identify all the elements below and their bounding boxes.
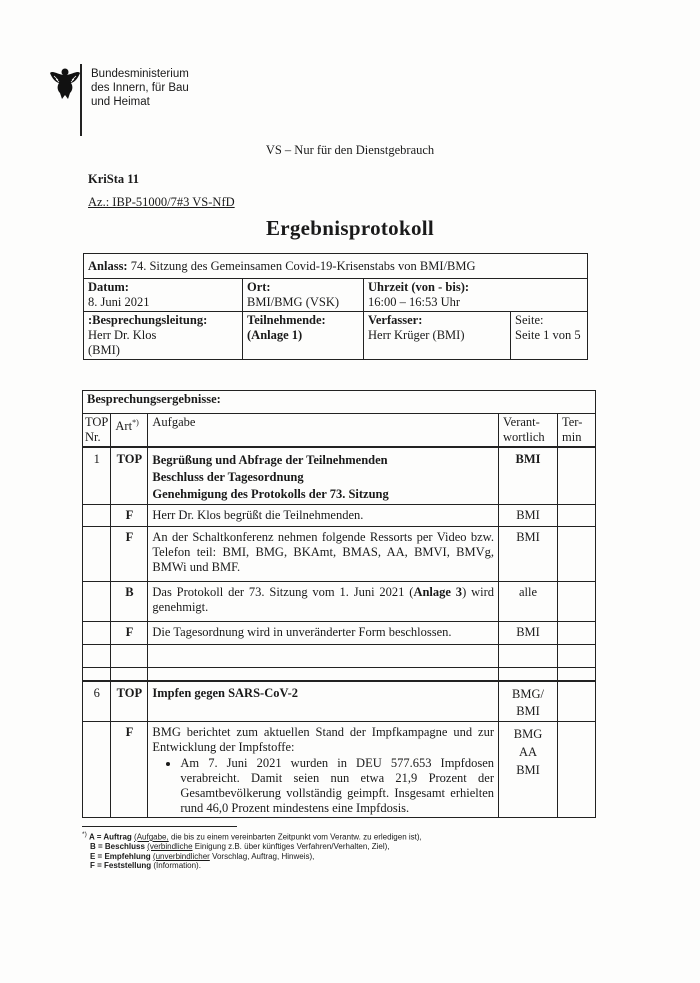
termin-cell [558,681,596,722]
results-table [82,390,596,818]
art-cell: F [111,622,148,645]
verfasser-label: Verfasser: [368,313,423,327]
top6-verant-line2: BMI [516,704,540,718]
aufgabe-cell: Herr Dr. Klos begrüßt die Teilnehmenden. [148,505,499,527]
footnote-f-text: (Information). [153,861,201,871]
table-row [83,582,596,622]
row6-verant-line1: BMG [513,727,543,741]
art-cell: TOP [111,447,148,505]
termin-cell [558,668,596,682]
col-header-termin-line1: Ter- [562,415,583,429]
table-row [84,254,588,279]
krista-reference: KriSta 11 [88,172,140,186]
verfasser-value: Herr Krüger (BMI) [368,328,465,342]
termin-cell [558,527,596,582]
col-header-top [83,414,111,448]
top-title-cell [148,447,499,505]
footnote-e-text2: Vorschlag, Auftrag, Hinweis), [212,851,315,861]
art-cell: TOP [111,681,148,722]
ministry-line-3: und Heimat [91,96,150,108]
aufgabe-cell [148,668,499,682]
footnote-a-label: A = Auftrag [89,832,132,842]
table-row [83,505,596,527]
table-header-row [83,414,596,448]
datum-label: Datum: [88,280,129,294]
col-header-termin [558,414,596,448]
aufgabe-cell [148,722,499,818]
table-row [83,527,596,582]
row3-text-a: Das Protokoll der 73. Sitzung vom 1. Juni 2021 ( [152,585,414,599]
aufgabe-cell: An der Schaltkonferenz nehmen folgende Ressorts per Video bzw. Telefon teil: BMI, BMG, BKAmt, BMAS, AA, BMVI, BMVg, BMWi und BMF. [148,527,499,582]
col-header-verant-line2: wortlich [503,430,545,444]
list-item: • Am 7. Juni 2021 wurden in DEU 577.653 Impfdosen verabreicht. Damit seien nun etwa 21,9 Prozent der Gesamtbevölkerung vollständig geimpft. Insgesamt erhielten rund 46,0 Prozent mindestens eine Impfdosis. [180,756,494,816]
datum-cell [84,279,243,312]
verant-cell [499,722,558,818]
art-cell [111,668,148,682]
uhrzeit-cell [364,279,588,312]
row3-text-c: ) wird genehmigt. [152,585,494,614]
termin-cell [558,722,596,818]
footnote-e-text1: (unverbindlicher [152,851,210,861]
termin-cell [558,505,596,527]
row6-verant-line2: AA [518,745,538,759]
verant-cell [499,681,558,722]
termin-cell [558,622,596,645]
uhrzeit-label: Uhrzeit (von - bis): [368,280,470,294]
top-number [83,645,111,668]
footnote-a-text2: die bis zu einem vereinbarten Zeitpunkt vom Verantw. zu erledigen ist), [170,832,422,842]
row6-verant-line3: BMI [516,763,540,777]
col-header-verantwortlich [499,414,558,448]
termin-cell [558,582,596,622]
seite-cell [511,312,588,360]
termin-cell [558,645,596,668]
leitung-cell [84,312,243,360]
top-number [83,527,111,582]
top-number: 6 [83,681,111,722]
top-number [83,505,111,527]
col-header-verant-line1: Verant- [503,415,540,429]
verant-cell: BMI [499,527,558,582]
top1-title-line2: Beschluss der Tagesordnung [152,470,304,484]
footnote-e-label: E = Empfehlung [90,851,151,861]
aufgabe-cell [148,582,499,622]
top-number [83,622,111,645]
teilnehmende-value: (Anlage 1) [247,328,303,342]
verant-cell: BMI [499,622,558,645]
ministry-line-2: des Innern, für Bau [91,82,189,94]
footnote-b-text1: (verbindliche [147,842,193,852]
top-number [83,668,111,682]
art-cell: F [111,505,148,527]
verant-cell: alle [499,582,558,622]
classification-marking: VS – Nur für den Dienstgebrauch [265,143,435,157]
file-reference: Az.: IBP-51000/7#3 VS-NfD [88,195,235,209]
art-cell: B [111,582,148,622]
ministry-line-1: Bundesministerium [91,68,189,80]
top-number [83,722,111,818]
anlass-value: 74. Sitzung des Gemeinsamen Covid-19-Krisenstabs von BMI/BMG [130,258,476,273]
footnote-line-b [82,842,422,852]
top1-title-line3: Genehmigung des Protokolls der 73. Sitzung [152,487,389,501]
datum-value: 8. Juni 2021 [88,295,150,309]
top6-verant-line1: BMG/ [512,687,544,701]
document-title: Ergebnisprotokoll [265,216,435,240]
leitung-org: (BMI) [88,343,120,357]
leitung-label: :Besprechungsleitung: [88,313,208,327]
verant-cell [499,645,558,668]
art-cell: F [111,527,148,582]
col-header-art [111,414,148,448]
top1-title-line1: Begrüßung und Abfrage der Teilnehmenden [152,453,388,467]
table-row-gap [83,668,596,682]
ort-value: BMI/BMG (VSK) [247,295,340,309]
uhrzeit-value: 16:00 – 16:53 Uhr [368,295,461,309]
seite-value: Seite 1 von 5 [515,328,581,342]
seite-label: Seite: [515,313,544,327]
teilnehmende-label: Teilnehmende: [247,313,326,327]
table-row [83,622,596,645]
verfasser-cell [364,312,511,360]
table-row [84,312,588,360]
anlass-cell [84,254,588,279]
anlass-label: Anlass: [88,258,128,273]
verant-cell: BMI [499,447,558,505]
footnote-a-text1: (Aufgabe, [134,832,169,842]
ministry-name [91,67,189,109]
meeting-info-table [83,253,588,360]
footnote-b-text2: Einigung z.B. über künftiges Verfahren/Verhalten, Ziel), [194,842,390,852]
aufgabe-cell: Die Tagesordnung wird in unveränderter Form beschlossen. [148,622,499,645]
top-number [83,582,111,622]
row6-intro: BMG berichtet zum aktuellen Stand der Impfkampagne und zur Entwicklung der Impfstoffe: [152,725,494,754]
row3-text-b: Anlage 3 [413,585,463,599]
col-header-termin-line2: min [562,430,582,444]
footnote-b-label: B = Beschluss [90,842,145,852]
table-row [83,391,596,414]
footnote-line-f [82,861,422,871]
col-header-top-line2: Nr. [85,430,101,444]
results-heading: Besprechungsergebnisse: [83,391,596,414]
table-row-empty [83,645,596,668]
footnote [82,830,422,871]
footnote-f-label: F = Feststellung [90,861,152,871]
table-row-top6 [83,681,596,722]
termin-cell [558,447,596,505]
col-header-art-label: Art [115,419,133,434]
footnote-line-e [82,852,422,862]
footnote-divider [82,826,237,827]
leitung-value: Herr Dr. Klos [88,328,157,342]
ort-cell [243,279,364,312]
row6-bullet-list [152,756,494,816]
aufgabe-cell [148,645,499,668]
table-row [83,722,596,818]
verant-cell [499,668,558,682]
top-title-cell: Impfen gegen SARS-CoV-2 [148,681,499,722]
art-cell [111,645,148,668]
footnote-sup: *) [82,831,87,838]
art-cell: F [111,722,148,818]
table-row-top1 [83,447,596,505]
letterhead-divider [80,64,82,136]
footnote-line-a [82,830,422,842]
col-header-top-line1: TOP [85,415,109,429]
col-header-aufgabe: Aufgabe [148,414,499,448]
table-row [84,279,588,312]
col-header-art-sup: *) [132,418,139,427]
teilnehmende-cell [243,312,364,360]
ort-label: Ort: [247,280,271,294]
top-number: 1 [83,447,111,505]
verant-cell: BMI [499,505,558,527]
federal-eagle-logo [50,66,80,100]
